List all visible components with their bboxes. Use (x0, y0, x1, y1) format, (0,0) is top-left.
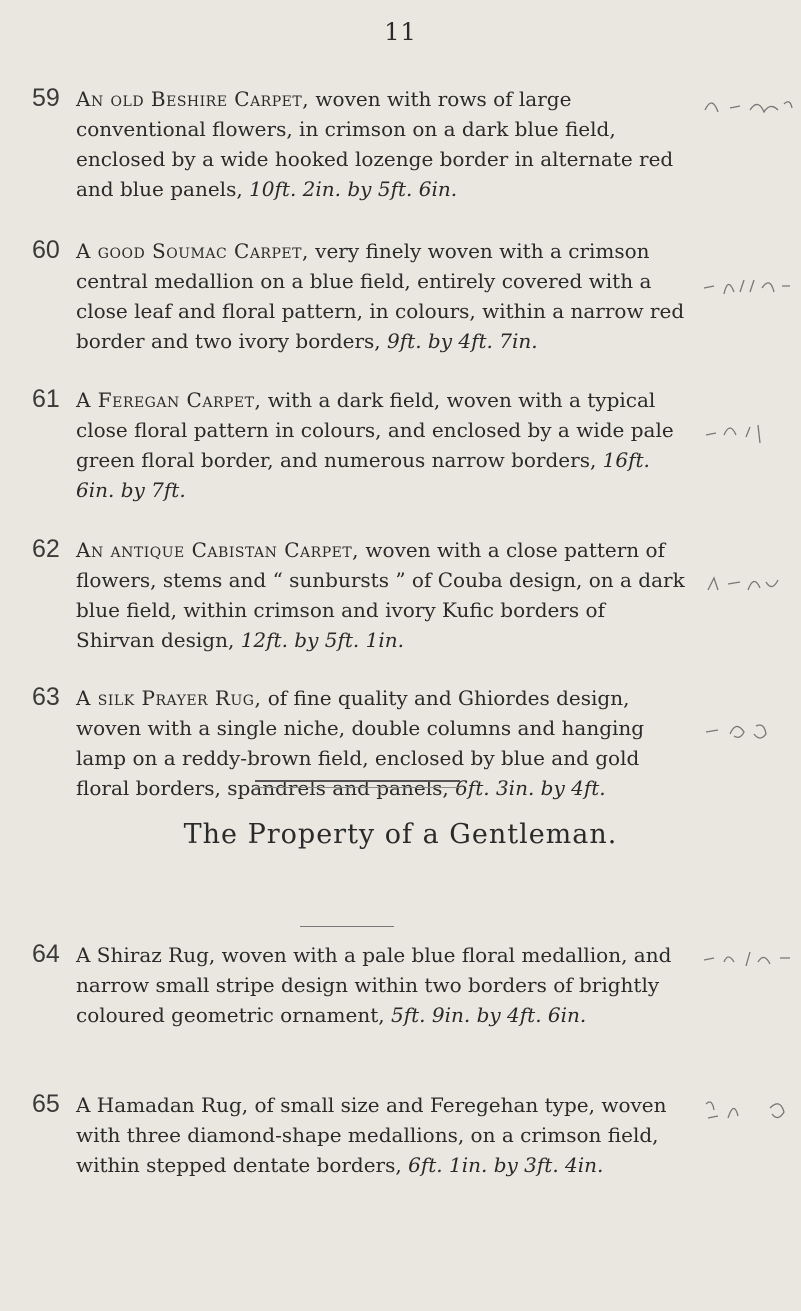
lot-dimensions: 16ft. 6in. by 7ft. (76, 448, 650, 502)
lot-number: 60 (32, 236, 60, 264)
lot-title: A silk Prayer Rug, (76, 686, 262, 710)
page-number: 11 (384, 18, 417, 46)
lot-description (76, 535, 686, 655)
handwritten-annotation (700, 568, 795, 598)
handwritten-annotation (700, 714, 795, 744)
lot-number: 62 (32, 535, 60, 563)
lot-description (76, 940, 686, 1030)
lot-title: A Shiraz Rug, (76, 943, 216, 967)
handwritten-annotation (700, 415, 795, 445)
section-divider (255, 780, 460, 788)
lot-title: A good Soumac Carpet, (76, 239, 309, 263)
lot-description (76, 236, 686, 356)
lot-body: woven with a close pattern of flowers, stems and “ sunbursts ” of Couba design, on a dark blue field, within crimson and ivory Kufic borders of Shirvan design, (76, 538, 685, 652)
lot-body: with a dark field, woven with a typical close floral pattern in colours, and enclosed by a wide pale green floral border, and numerous narrow borders, (76, 388, 674, 472)
handwritten-annotation (700, 944, 795, 974)
lot-dimensions: 6ft. 1in. by 3ft. 4in. (408, 1153, 604, 1177)
lot-body: of fine quality and Ghiordes design, woven with a single niche, double columns and hanging lamp on a reddy-brown field, enclosed by blue and gold floral borders, spandrels and panels, (76, 686, 645, 800)
heading-underline (300, 926, 394, 927)
lot-number: 63 (32, 683, 60, 711)
handwritten-annotation (700, 1094, 795, 1124)
lot-body: woven with a pale blue floral medallion, and narrow small stripe design within two borders of brightly coloured geometric ornament, (76, 943, 672, 1027)
lot-dimensions: 9ft. by 4ft. 7in. (387, 329, 538, 353)
lot-description (76, 385, 686, 505)
lot-dimensions: 12ft. by 5ft. 1in. (240, 628, 405, 652)
handwritten-annotation (700, 270, 795, 300)
lot-number: 64 (32, 940, 60, 968)
lot-title: A Hamadan Rug, (76, 1093, 249, 1117)
lot-title: A Feregan Carpet, (76, 388, 262, 412)
lot-dimensions: 6ft. 3in. by 4ft. (455, 776, 606, 800)
lot-dimensions: 10ft. 2in. by 5ft. 6in. (249, 177, 458, 201)
lot-number: 59 (32, 84, 60, 112)
lot-number: 61 (32, 385, 60, 413)
handwritten-annotation (700, 90, 795, 120)
lot-body: very finely woven with a crimson central medallion on a blue field, entirely covered with a close leaf and floral pattern, in colours, within a narrow red border and two ivory borders, (76, 239, 685, 353)
lot-dimensions: 5ft. 9in. by 4ft. 6in. (391, 1003, 587, 1027)
lot-description (76, 1090, 686, 1180)
lot-description (76, 84, 686, 204)
section-heading: The Property of a Gentleman. (183, 819, 618, 850)
lot-body: woven with rows of large conventional flowers, in crimson on a dark blue field, enclosed by a wide hooked lozenge border in alternate red and blue panels, (76, 87, 674, 201)
lot-title: An antique Cabistan Carpet, (76, 538, 360, 562)
lot-number: 65 (32, 1090, 60, 1118)
lot-body: of small size and Feregehan type, woven with three diamond-shape medallions, on a crimson field, within stepped dentate borders, (76, 1093, 667, 1177)
lot-title: An old Beshire Carpet, (76, 87, 310, 111)
